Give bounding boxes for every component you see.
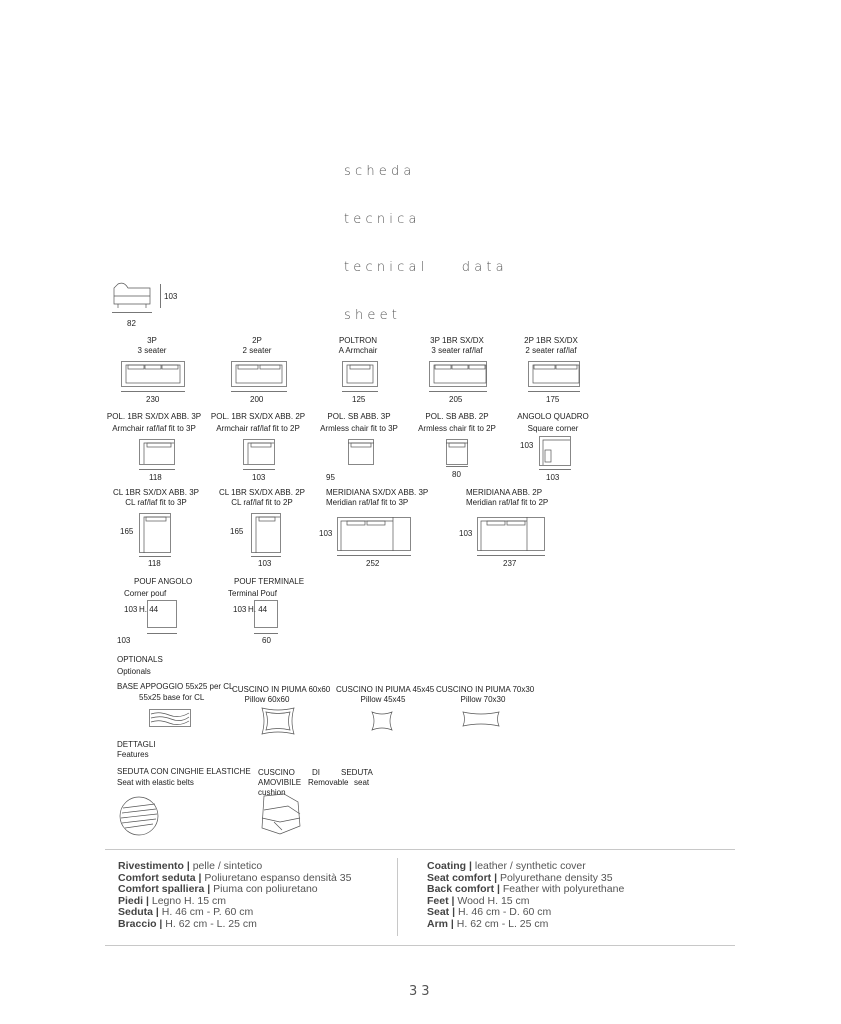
item-width: 175 bbox=[546, 395, 560, 404]
item-width: 80 bbox=[452, 470, 461, 479]
meridian-3p-drawing bbox=[337, 517, 411, 551]
spec-value: Wood H. 15 cm bbox=[457, 894, 530, 907]
item-name: Armchair raf/laf fit to 2P bbox=[216, 424, 300, 433]
title-line-4: sheet bbox=[344, 308, 402, 323]
pillow-60-icon bbox=[260, 706, 296, 736]
item-width: 118 bbox=[148, 559, 161, 568]
spec-value: Poliuretano espanso densità 35 bbox=[204, 871, 352, 884]
dim-line bbox=[429, 391, 487, 392]
title-line-3: tecnical data bbox=[344, 260, 508, 275]
feature-code-2: DI bbox=[312, 768, 320, 777]
corner-pouf-drawing bbox=[147, 600, 177, 628]
sofa-3p-1br-drawing bbox=[429, 361, 487, 387]
item-armchair bbox=[328, 336, 388, 356]
item-code: CUSCINO IN PIUMA 45x45 bbox=[336, 685, 435, 694]
spec-label: Feet | bbox=[427, 894, 458, 907]
feature-name-2: seat bbox=[354, 778, 370, 787]
item-width: 103 bbox=[252, 473, 266, 482]
dim-line bbox=[121, 391, 185, 392]
feature-name-1: Removable bbox=[308, 778, 349, 787]
item-code: ANGOLO QUADRO bbox=[517, 412, 589, 421]
dim-line bbox=[139, 556, 171, 557]
cl-1br-2p-drawing bbox=[251, 513, 281, 553]
item-name: 55x25 base for CL bbox=[139, 693, 205, 702]
item-depth: 103 bbox=[459, 529, 473, 538]
item-cl-1br-2p bbox=[214, 488, 310, 508]
spec-label: Back comfort | bbox=[427, 883, 503, 895]
item-code: 2P bbox=[252, 336, 262, 345]
item-pol-sb-3p bbox=[312, 412, 406, 434]
features-title: DETTAGLI bbox=[117, 740, 156, 749]
square-corner-drawing bbox=[539, 436, 571, 466]
side-height: 103 bbox=[164, 292, 178, 301]
spec-label: Coating | bbox=[427, 860, 475, 872]
title-block bbox=[344, 132, 508, 340]
dim-line bbox=[243, 469, 275, 470]
spec-label: Braccio | bbox=[118, 917, 166, 930]
item-name: Meridian raf/laf fit to 3P bbox=[326, 498, 409, 507]
item-width: 103 bbox=[546, 473, 560, 482]
feature-code-4: AMOVIBILE bbox=[258, 778, 302, 787]
item-code: CUSCINO IN PIUMA 70x30 bbox=[436, 685, 535, 694]
dim-line bbox=[112, 312, 152, 313]
item-code: POUF ANGOLO bbox=[134, 577, 193, 586]
item-code: POL. 1BR SX/DX ABB. 3P bbox=[106, 412, 202, 421]
item-meridian-2p bbox=[466, 488, 548, 508]
spec-label: Piedi | bbox=[118, 894, 152, 907]
item-name: Pillow 45x45 bbox=[360, 695, 406, 704]
item-depth: 165 bbox=[120, 527, 134, 536]
item-code: 3P bbox=[147, 336, 157, 345]
specs-english bbox=[427, 861, 687, 930]
pol-sb-3p-drawing bbox=[348, 439, 374, 465]
spec-value: pelle / sintetico bbox=[192, 860, 263, 872]
item-2p bbox=[227, 336, 287, 356]
terminal-pouf-drawing bbox=[254, 600, 278, 628]
item-code: POLTRON bbox=[338, 336, 378, 345]
meridian-2p-drawing bbox=[477, 517, 545, 551]
item-code: SEDUTA CON CINGHIE ELASTICHE bbox=[117, 767, 251, 776]
item-name: Corner pouf bbox=[124, 589, 167, 598]
item-name: 3 seater bbox=[137, 346, 167, 355]
item-width: 230 bbox=[146, 395, 160, 404]
spec-value: H. 62 cm - L. 25 cm bbox=[165, 917, 257, 930]
spec-label: Arm | bbox=[427, 917, 457, 930]
item-name: CL raf/laf fit to 2P bbox=[231, 498, 293, 507]
item-code: 2P 1BR SX/DX bbox=[524, 336, 578, 345]
item-depth: 103 bbox=[520, 441, 534, 450]
item-meridian-3p bbox=[326, 488, 428, 508]
spec-value: H. 62 cm - L. 25 cm bbox=[456, 917, 549, 930]
item-code: MERIDIANA SX/DX ABB. 3P bbox=[326, 488, 429, 497]
dim-line bbox=[342, 391, 378, 392]
item-name: Pillow 70x30 bbox=[460, 695, 506, 704]
item-code: CL 1BR SX/DX ABB. 3P bbox=[113, 488, 199, 497]
item-code: MERIDIANA ABB. 2P bbox=[466, 488, 543, 497]
dim-line bbox=[139, 469, 175, 470]
pillow-70-icon bbox=[461, 710, 501, 728]
item-code: POL. SB ABB. 3P bbox=[327, 412, 391, 421]
dim-line bbox=[337, 555, 411, 556]
item-name: Seat with elastic belts bbox=[117, 778, 194, 787]
dim-line bbox=[160, 284, 161, 308]
item-name: Armchair raf/laf fit to 3P bbox=[112, 424, 196, 433]
item-name: Square corner bbox=[527, 424, 579, 433]
spec-value: H. 46 cm - D. 60 cm bbox=[457, 906, 552, 918]
spec-divider bbox=[397, 858, 398, 936]
feature-code-3: SEDUTA bbox=[341, 768, 373, 777]
side-depth: 82 bbox=[127, 319, 136, 328]
item-pol-1br-3p bbox=[106, 412, 202, 434]
pol-sb-2p-drawing bbox=[446, 439, 468, 465]
item-name: CL raf/laf fit to 3P bbox=[125, 498, 187, 507]
item-width: 103 bbox=[117, 636, 131, 645]
item-name: Terminal Pouf bbox=[228, 589, 277, 598]
item-code: CUSCINO IN PIUMA 60x60 bbox=[232, 685, 331, 694]
spec-value: Feather with polyurethane bbox=[502, 883, 625, 895]
item-height: H. 44 bbox=[248, 605, 268, 614]
item-name: Armless chair fit to 3P bbox=[320, 424, 398, 433]
item-width: 200 bbox=[250, 395, 264, 404]
item-name: Meridian raf/laf fit to 2P bbox=[466, 498, 549, 507]
title-line-2: tecnica bbox=[344, 212, 421, 227]
sofa-3p-drawing bbox=[121, 361, 185, 387]
optional-base bbox=[117, 682, 234, 703]
title-line-1: scheda bbox=[344, 164, 416, 179]
pol-1br-2p-drawing bbox=[243, 439, 275, 465]
cl-1br-3p-drawing bbox=[139, 513, 171, 553]
dim-line bbox=[477, 555, 545, 556]
armchair-drawing bbox=[342, 361, 378, 387]
base-support-icon bbox=[149, 709, 191, 727]
item-depth: 103 bbox=[124, 605, 138, 614]
item-3p bbox=[122, 336, 182, 356]
spec-bottom-rule bbox=[105, 945, 735, 946]
optionals-heading bbox=[117, 655, 163, 677]
item-code: POUF TERMINALE bbox=[234, 577, 305, 586]
item-width: 95 bbox=[326, 473, 335, 482]
feature-code-1: CUSCINO bbox=[258, 768, 295, 777]
page-number: 33 bbox=[409, 984, 434, 999]
spec-label: Seat | bbox=[427, 906, 458, 918]
pol-1br-3p-drawing bbox=[139, 439, 175, 465]
spec-label: Comfort seduta | bbox=[118, 871, 205, 884]
optionals-subtitle: Optionals bbox=[117, 667, 151, 676]
item-name: Armless chair fit to 2P bbox=[418, 424, 496, 433]
item-depth: 103 bbox=[319, 529, 333, 538]
specs-italian bbox=[118, 861, 358, 930]
item-name: 2 seater bbox=[242, 346, 272, 355]
item-width: 252 bbox=[366, 559, 380, 568]
spec-label: Rivestimento | bbox=[118, 860, 193, 872]
spec-value: leather / synthetic cover bbox=[474, 860, 586, 872]
features-subtitle: Features bbox=[117, 750, 149, 759]
item-depth: 165 bbox=[230, 527, 244, 536]
item-name: 2 seater raf/laf bbox=[525, 346, 577, 355]
item-width: 237 bbox=[503, 559, 517, 568]
dim-line bbox=[147, 633, 177, 634]
elastic-belts-icon bbox=[119, 796, 159, 836]
item-name: 3 seater raf/laf bbox=[431, 346, 483, 355]
spec-value: Polyurethane density 35 bbox=[499, 871, 613, 884]
item-square-corner bbox=[514, 412, 592, 434]
removable-cushion-icon bbox=[258, 792, 306, 836]
dim-line bbox=[446, 466, 468, 467]
item-code: 3P 1BR SX/DX bbox=[430, 336, 484, 345]
spec-label: Seat comfort | bbox=[427, 871, 500, 884]
item-3p-1br bbox=[422, 336, 492, 356]
spec-label: Seduta | bbox=[118, 906, 162, 918]
item-pol-sb-2p bbox=[410, 412, 504, 434]
dim-line bbox=[539, 469, 571, 470]
item-depth: 103 bbox=[233, 605, 247, 614]
item-2p-1br bbox=[518, 336, 584, 356]
item-name: A Armchair bbox=[338, 346, 378, 355]
dim-line bbox=[254, 633, 278, 634]
item-pol-1br-2p bbox=[210, 412, 306, 434]
item-code: POL. 1BR SX/DX ABB. 2P bbox=[210, 412, 306, 421]
item-cl-1br-3p bbox=[106, 488, 206, 508]
item-name: Pillow 60x60 bbox=[244, 695, 290, 704]
side-view-drawing bbox=[112, 282, 152, 312]
features-heading bbox=[117, 740, 156, 760]
feature-name-3: cushion bbox=[258, 788, 286, 797]
item-height: H. 44 bbox=[139, 605, 159, 614]
item-terminal-pouf bbox=[228, 577, 305, 599]
feature-elastic-belts bbox=[117, 767, 251, 788]
spec-value: H. 46 cm - P. 60 cm bbox=[161, 906, 254, 918]
item-width: 103 bbox=[258, 559, 272, 568]
spec-top-rule bbox=[105, 849, 735, 850]
dim-line bbox=[528, 391, 580, 392]
item-code: POL. SB ABB. 2P bbox=[425, 412, 489, 421]
item-width: 205 bbox=[449, 395, 463, 404]
optional-pillow-60 bbox=[232, 685, 331, 705]
item-width: 125 bbox=[352, 395, 366, 404]
pillow-45-icon bbox=[370, 710, 394, 732]
item-width: 118 bbox=[149, 473, 162, 482]
sofa-2p-1br-drawing bbox=[528, 361, 580, 387]
optional-pillow-45 bbox=[336, 685, 435, 705]
optionals-title: OPTIONALS bbox=[117, 655, 163, 664]
item-width: 60 bbox=[262, 636, 271, 645]
item-corner-pouf bbox=[124, 577, 193, 599]
spec-value: Piuma con poliuretano bbox=[213, 883, 318, 895]
spec-value: Legno H. 15 cm bbox=[151, 894, 227, 907]
item-code: BASE APPOGGIO 55x25 per CL bbox=[117, 682, 234, 691]
dim-line bbox=[231, 391, 287, 392]
spec-label: Comfort spalliera | bbox=[118, 883, 214, 895]
optional-pillow-70 bbox=[436, 685, 535, 705]
dim-line bbox=[251, 556, 281, 557]
sofa-2p-drawing bbox=[231, 361, 287, 387]
item-code: CL 1BR SX/DX ABB. 2P bbox=[219, 488, 305, 497]
